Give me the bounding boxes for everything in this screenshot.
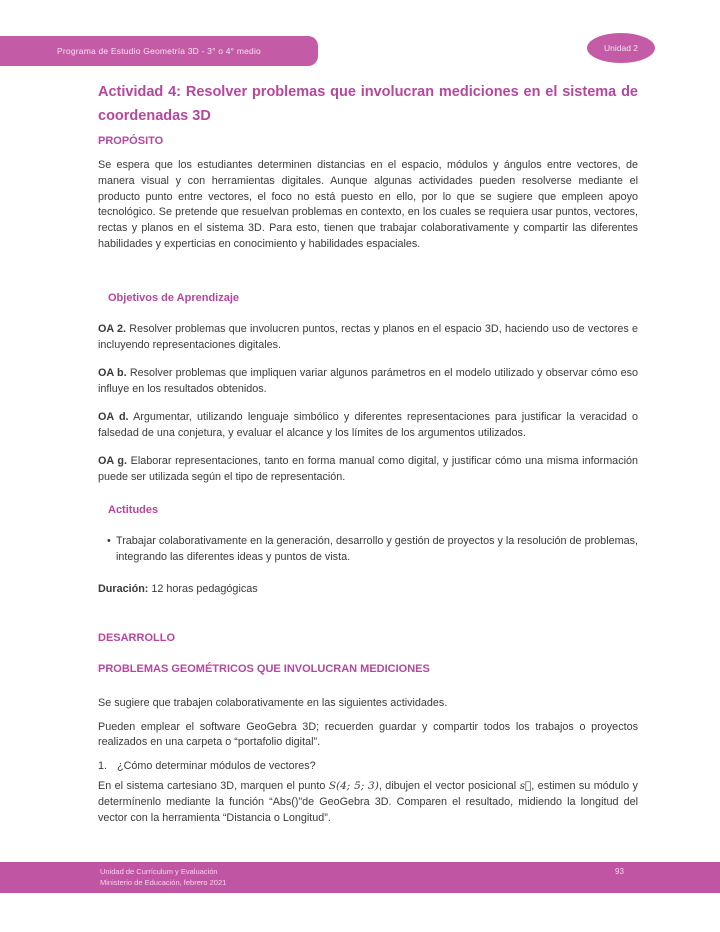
question-post: , estimen su módulo y determínenlo mediante la función “Abs()”de GeoGebra 3D. Comparen el resultado, midiendo la longitud del vector con la herramienta “Distancia o Longitud”. [98,780,638,824]
proposito-paragraph: Se espera que los estudiantes determinen distancias en el espacio, módulos y ángulos entre vectores, de manera visual y con herramientas digitales. Aunque algunas actividades pueden resolverse mediante el producto punto entre vectores, el foco no está puesto en ello, por lo que se sugiere que empleen apoyo tecnológico. Se pretende que resuelvan problemas en contexto, en los cuales se requiera usar puntos, vectores, rectas y planos en el sistema 3D. Para esto, tienen que trabajar colaborativamente y compartir las diferentes habilidades y experticias en conocimiento y habilidades espaciales. [98,159,638,250]
oa-item-text: Resolver problemas que involucren puntos, rectas y planos en el espacio 3D, haciendo uso de vectores e incluyendo representaciones digitales. [98,322,638,351]
desarrollo-heading: DESARROLLO [98,631,175,644]
desarrollo-paragraph-2: Pueden emplear el software GeoGebra 3D; recuerden guardar y compartir todos los trabajos o proyectos realizados en una carpeta o “portafolio digital”. [98,720,638,749]
footer-bar [0,862,720,893]
program-badge-label: Programa de Estudio Geometría 3D - 3° o 4° medio [57,46,261,56]
oa-item-label: OA 2. [98,322,127,335]
list-item-text: ¿Cómo determinar módulos de vectores? [117,760,316,773]
actitudes-bullet-text: Trabajar colaborativamente en la generación, desarrollo y gestión de proyectos y la resolución de problemas, integrando las diferentes ideas y puntos de vista. [116,534,638,563]
math-vector-notation: s⃗ [519,780,532,793]
actitudes-bullet-item [98,533,638,565]
footer-line2: Ministerio de Educación, febrero 2021 [100,877,227,887]
page-number: 93 [615,867,624,876]
footer-credits [100,867,226,888]
oa-item-text: Argumentar, utilizando lenguaje simbólico y diferentes representaciones para justificar la veracidad o falsedad de una conjetura, y evaluar el alcance y los límites de los argumentos utilizados. [98,410,639,439]
oa-item-d [98,409,638,441]
activity-title: Actividad 4: Resolver problemas que involucran mediciones en el sistema de coordenadas 3D [98,84,638,124]
oa-item-g [98,453,638,485]
problemas-subheading: PROBLEMAS GEOMÉTRICOS QUE INVOLUCRAN MEDICIONES [98,662,430,675]
oa-item-label: OA d. [98,410,129,423]
question-paragraph [98,779,638,826]
program-badge [0,36,318,66]
content-column [98,80,638,827]
oa-item-label: OA g. [98,454,128,467]
numbered-list-item-1 [98,758,638,774]
list-number: 1. [98,760,108,773]
math-point-notation: S(4; 5; 3) [328,780,379,793]
oa-item-b [98,365,638,397]
duracion-label: Duración: [98,582,149,595]
proposito-heading: PROPÓSITO [98,135,164,147]
footer-line1: Unidad de Currículum y Evaluación [100,867,218,876]
duracion-line [98,581,638,597]
duracion-text: 12 horas pedagógicas [148,582,258,595]
oa-item-2 [98,321,638,353]
desarrollo-paragraph-1: Se sugiere que trabajen colaborativamente en las siguientes actividades. [98,696,448,709]
question-mid: , dibujen el vector posicional [378,780,520,793]
actitudes-heading: Actitudes [108,503,159,516]
oa-item-text: Resolver problemas que impliquen variar algunos parámetros en el modelo utilizado y observar cómo eso influye en los resultados obtenidos. [98,366,638,395]
objetivos-heading: Objetivos de Aprendizaje [108,291,240,304]
bullet-icon: • [107,534,111,547]
oa-item-text: Elaborar representaciones, tanto en forma manual como digital, y justificar cómo una misma información puede ser utilizada según el tipo de representación. [98,454,638,483]
unit-badge [587,33,655,63]
question-pre: En el sistema cartesiano 3D, marquen el punto [98,780,329,793]
unit-badge-label: Unidad 2 [603,43,639,53]
oa-item-label: OA b. [98,366,127,379]
